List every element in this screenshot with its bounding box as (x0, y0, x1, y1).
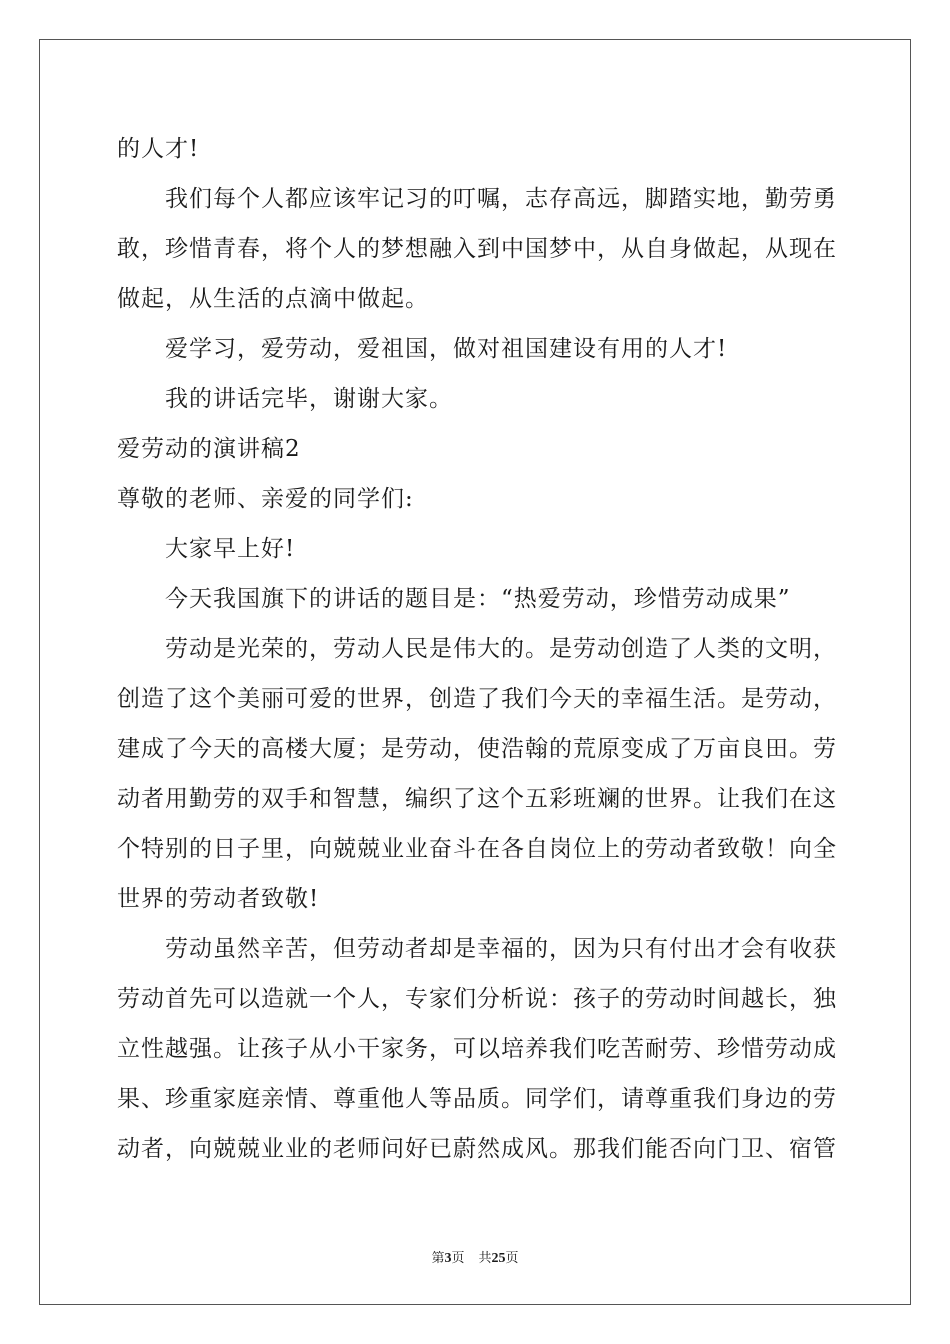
total-prefix: 共 (478, 1251, 492, 1266)
paragraph-line: 劳动是光荣的，劳动人民是伟大的。是劳动创造了人类的文明， (165, 636, 837, 662)
paragraph-line: 动者，向兢兢业业的老师问好已蔚然成风。那我们能否向门卫、宿管 (117, 1136, 837, 1162)
paragraph-line: 爱学习，爱劳动，爱祖国，做对祖国建设有用的人才! (165, 336, 728, 362)
paragraph-line: 个特别的日子里，向兢兢业业奋斗在各自岗位上的劳动者致敬！向全 (117, 836, 837, 862)
paragraph-line: 我的讲话完毕，谢谢大家。 (165, 386, 453, 412)
total-suffix: 页 (505, 1251, 519, 1266)
page-footer (0, 1247, 950, 1267)
greeting: 大家早上好! (165, 536, 296, 562)
paragraph-line: 我们每个人都应该牢记习的叮嘱，志存高远，脚踏实地，勤劳勇 (165, 186, 837, 212)
paragraph-line: 世界的劳动者致敬! (117, 886, 320, 912)
salutation: 尊敬的老师、亲爱的同学们: (117, 486, 414, 512)
paragraph-line: 做起，从生活的点滴中做起。 (117, 286, 429, 312)
paragraph-line: 敢，珍惜青春，将个人的梦想融入到中国梦中，从自身做起，从现在 (117, 236, 837, 262)
paragraph-line: 今天我国旗下的讲话的题目是：“热爱劳动，珍惜劳动成果” (165, 586, 791, 612)
paragraph-line: 建成了今天的高楼大厦；是劳动，使浩翰的荒原变成了万亩良田。劳 (117, 736, 837, 762)
page-prefix: 第 (431, 1251, 445, 1266)
paragraph-line: 果、珍重家庭亲情、尊重他人等品质。同学们，请尊重我们身边的劳 (117, 1086, 837, 1112)
total-pages-number: 25 (491, 1251, 506, 1266)
paragraph-line: 创造了这个美丽可爱的世界，创造了我们今天的幸福生活。是劳动， (117, 686, 837, 712)
paragraph-line: 的人才! (117, 136, 200, 162)
document-body (117, 124, 837, 1174)
paragraph-line: 动者用勤劳的双手和智慧，编织了这个五彩班斓的世界。让我们在这 (117, 786, 837, 812)
page-suffix: 页 (451, 1251, 465, 1266)
current-page-number: 3 (444, 1251, 452, 1266)
section-heading: 爱劳动的演讲稿2 (117, 436, 301, 462)
paragraph-line: 立性越强。让孩子从小干家务，可以培养我们吃苦耐劳、珍惜劳动成 (117, 1036, 837, 1062)
paragraph-line: 劳动虽然辛苦，但劳动者却是幸福的，因为只有付出才会有收获 (165, 936, 837, 962)
paragraph-line: 劳动首先可以造就一个人，专家们分析说：孩子的劳动时间越长，独 (117, 986, 837, 1012)
